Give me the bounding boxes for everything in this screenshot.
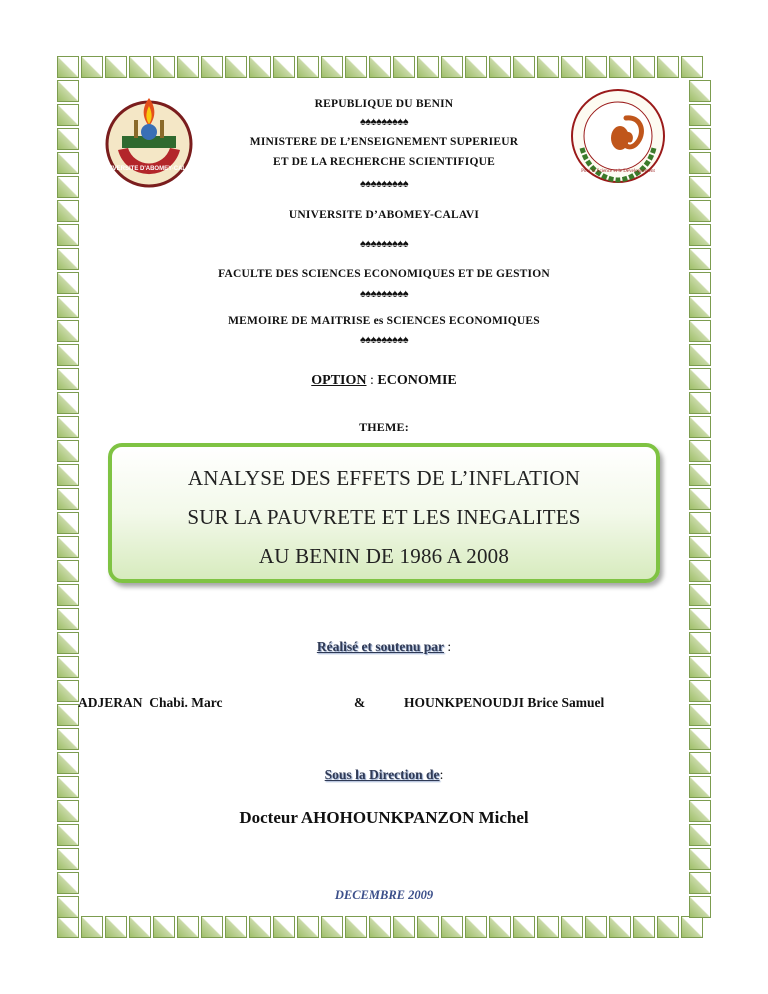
border-tile [689, 536, 711, 558]
realise-line [0, 639, 768, 655]
border-tile [689, 512, 711, 534]
border-tile [57, 680, 79, 702]
border-tile [57, 440, 79, 462]
border-tile [537, 56, 559, 78]
direction-label: Sous la Direction de [324, 767, 440, 782]
border-tile [153, 56, 175, 78]
border-tile [441, 56, 463, 78]
border-tile [57, 608, 79, 630]
author-1-last: ADJERAN [78, 695, 143, 710]
border-tile [689, 584, 711, 606]
border-tile [57, 488, 79, 510]
border-tile [321, 56, 343, 78]
author-ampersand: & [354, 695, 366, 710]
border-tile [689, 440, 711, 462]
border-tile [57, 344, 79, 366]
border-tile [81, 56, 103, 78]
border-tile [681, 916, 703, 938]
theme-label: THEME: [359, 420, 409, 434]
border-tile [201, 916, 223, 938]
republic-title: REPUBLIQUE DU BENIN [314, 98, 454, 110]
supervisor-first: Michel [478, 808, 529, 827]
border-tile [57, 848, 79, 870]
border-tile [57, 728, 79, 750]
border-tile [273, 916, 295, 938]
option-colon: : [366, 373, 378, 388]
border-tile [689, 608, 711, 630]
option-line [0, 373, 768, 389]
theme-line-2: SUR LA PAUVRETE ET LES INEGALITES [187, 505, 581, 529]
realise-label: Réalisé et soutenu par [316, 639, 444, 654]
author-2-first: Brice Samuel [527, 695, 605, 710]
border-tile [657, 916, 679, 938]
border-tile [249, 56, 271, 78]
border-tile [689, 680, 711, 702]
border-tile [105, 56, 127, 78]
border-tile [273, 56, 295, 78]
border-tile [689, 392, 711, 414]
border-tile [345, 56, 367, 78]
border-tile [369, 56, 391, 78]
border-tile [689, 248, 711, 270]
border-tile [585, 56, 607, 78]
border-tile [689, 560, 711, 582]
border-tile [57, 560, 79, 582]
border-tile [537, 916, 559, 938]
border-tile [225, 916, 247, 938]
border-tile [513, 916, 535, 938]
border-tile [657, 56, 679, 78]
border-tile [105, 916, 127, 938]
theme-line-1: ANALYSE DES EFFETS DE L’INFLATION [187, 466, 581, 490]
border-tile [57, 656, 79, 678]
border-tile [297, 56, 319, 78]
border-tile [345, 916, 367, 938]
border-tile [57, 56, 79, 78]
direction-suffix: : [439, 767, 444, 782]
border-tile [441, 916, 463, 938]
border-tile [689, 728, 711, 750]
option-label: OPTION [311, 373, 367, 388]
university-title: UNIVERSITE D’ABOMEY-CALAVI [288, 209, 480, 221]
border-tile [681, 56, 703, 78]
university-logo-text: UNIVERSITE D'ABOMEY-CALAVI [102, 166, 196, 172]
border-tile [585, 916, 607, 938]
border-tile [633, 56, 655, 78]
supervisor-line [0, 808, 768, 828]
border-tile [689, 344, 711, 366]
border-tile [177, 916, 199, 938]
separator-4: ♠♠♠♠♠♠♠♠♠ [359, 288, 409, 300]
border-tile [297, 916, 319, 938]
faculty-seal-text: Pour la Science et le Développement [581, 169, 655, 174]
border-tile [465, 916, 487, 938]
border-tile [57, 464, 79, 486]
option-value: ECONOMIE [377, 373, 457, 388]
border-tile [689, 488, 711, 510]
tile-border-top [56, 55, 704, 79]
author-1-first: Chabi. Marc [149, 695, 223, 710]
border-tile [489, 56, 511, 78]
border-tile [225, 56, 247, 78]
border-tile [249, 916, 271, 938]
border-tile [609, 56, 631, 78]
border-tile [393, 56, 415, 78]
border-tile [561, 56, 583, 78]
border-tile [689, 656, 711, 678]
border-tile [57, 512, 79, 534]
border-tile [57, 584, 79, 606]
memoire-title: MEMOIRE DE MAITRISE es SCIENCES ECONOMIQUES [228, 315, 540, 327]
tile-border-bottom [56, 915, 704, 939]
border-tile [561, 916, 583, 938]
border-tile [369, 916, 391, 938]
border-tile [689, 848, 711, 870]
border-tile [689, 464, 711, 486]
border-tile [57, 704, 79, 726]
ministry-line-1: MINISTERE DE L’ENSEIGNEMENT SUPERIEUR [249, 136, 519, 148]
border-tile [633, 916, 655, 938]
border-tile [417, 56, 439, 78]
border-tile [57, 916, 79, 938]
border-tile [513, 56, 535, 78]
border-tile [489, 916, 511, 938]
border-tile [129, 56, 151, 78]
border-tile [321, 916, 343, 938]
border-tile [81, 916, 103, 938]
date-text: DECEMBRE 2009 [334, 888, 434, 902]
border-tile [57, 248, 79, 270]
separator-1: ♠♠♠♠♠♠♠♠♠ [359, 116, 409, 128]
border-tile [417, 916, 439, 938]
border-tile [57, 392, 79, 414]
separator-3: ♠♠♠♠♠♠♠♠♠ [359, 238, 409, 250]
border-tile [465, 56, 487, 78]
supervisor-title: Docteur [239, 808, 298, 827]
border-tile [689, 704, 711, 726]
theme-line-3: AU BENIN DE 1986 A 2008 [258, 544, 510, 568]
author-2-last: HOUNKPENOUDJI [404, 695, 525, 710]
tile-border-left [56, 79, 80, 919]
separator-5: ♠♠♠♠♠♠♠♠♠ [359, 334, 409, 346]
separator-2: ♠♠♠♠♠♠♠♠♠ [359, 178, 409, 190]
border-tile [129, 916, 151, 938]
border-tile [177, 56, 199, 78]
border-tile [57, 536, 79, 558]
border-tile [201, 56, 223, 78]
supervisor-last: AHOHOUNKPANZON [300, 808, 475, 827]
theme-box [108, 443, 660, 583]
realise-suffix: : [443, 639, 452, 654]
faculty-title: FACULTE DES SCIENCES ECONOMIQUES ET DE GESTION [218, 268, 550, 280]
author-2 [404, 695, 604, 711]
border-tile [153, 916, 175, 938]
author-1 [78, 695, 223, 711]
tile-border-right [688, 79, 712, 919]
direction-line [0, 767, 768, 783]
ministry-line-2: ET DE LA RECHERCHE SCIENTIFIQUE [273, 156, 495, 168]
border-tile [609, 916, 631, 938]
border-tile [393, 916, 415, 938]
